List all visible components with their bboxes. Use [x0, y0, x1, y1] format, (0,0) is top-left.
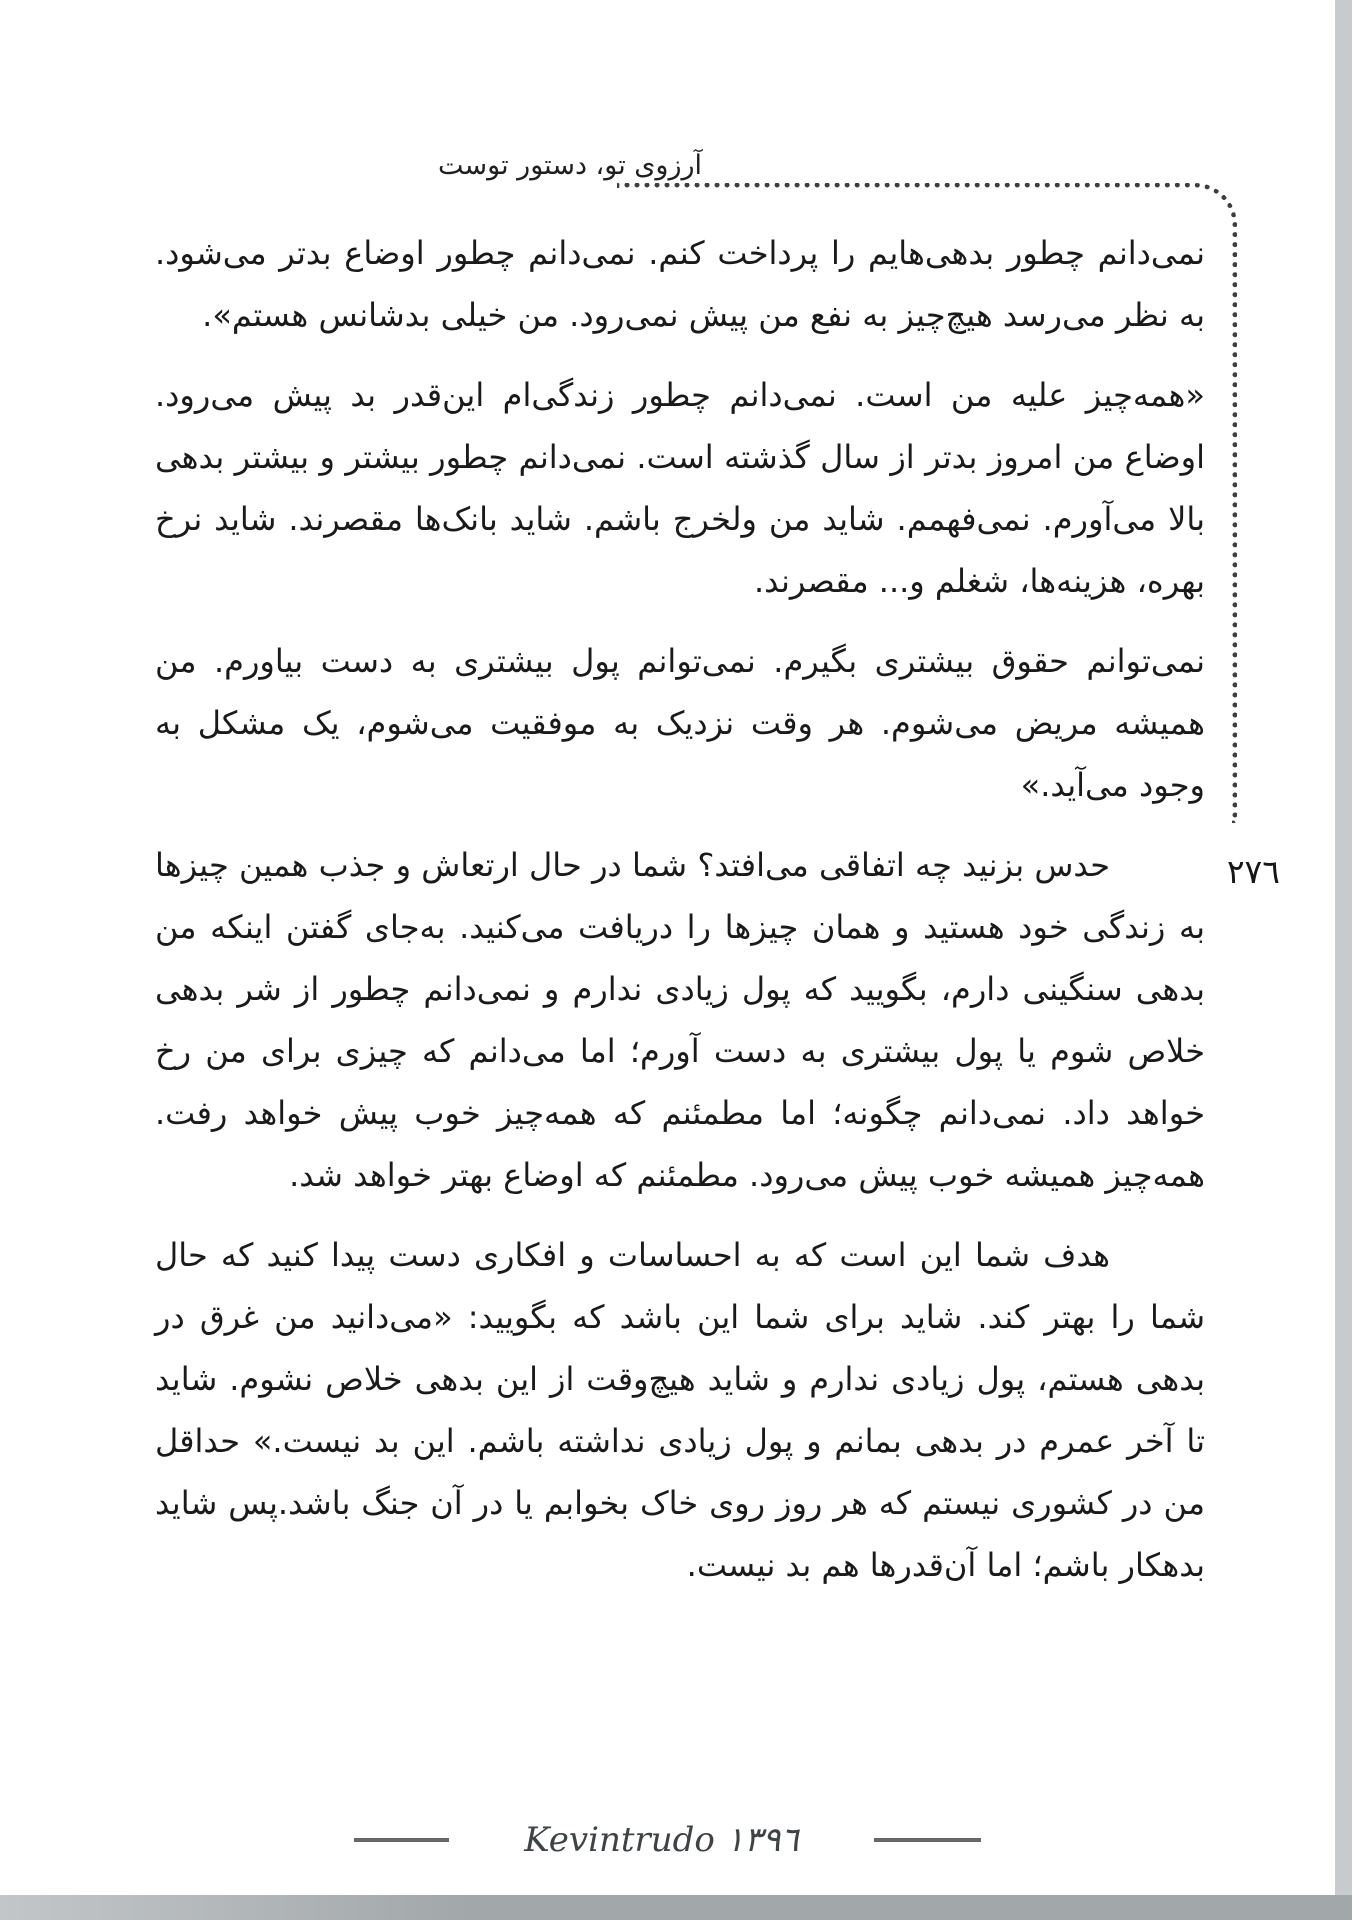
body-text [155, 222, 1205, 1614]
paragraph: «همه‌چیز علیه من است. نمی‌دانم چطور زندگی‌ام این‌قدر بد پیش می‌رود. اوضاع من امروز بدتر از سال گذشته است. نمی‌دانم چطور بیشتر و بیشتر بدهی بالا می‌آورم. نمی‌فهمم. شاید من ولخرج باشم. شاید بانک‌ها مقصرند. شاید نرخ بهره، هزینه‌ها، شغلم و... مقصرند. [155, 376, 1205, 600]
paragraph: حدس بزنید چه اتفاقی می‌افتد؟ شما در حال ارتعاش و جذب همین چیزها به زندگی خود هستید و همان چیزها را دریافت می‌کنید. به‌جای گفتن اینکه من بدهی سنگینی دارم، بگویید که پول زیادی ندارم و نمی‌دانم چطور از شر بدهی خلاص شوم یا پول بیشتری به دست آورم؛ اما می‌دانم که چیزی برای من رخ خواهد داد. نمی‌دانم چگونه؛ اما مطمئنم که همه‌چیز خوب پیش خواهد رفت. همه‌چیز همیشه خوب پیش می‌رود. مطمئنم که اوضاع بهتر خواهد شد. [155, 846, 1205, 1194]
chapter-title: آرزوی تو، دستور توست [438, 150, 703, 181]
page-footer [0, 1820, 1335, 1860]
page-number: ٢٧٦ [1226, 852, 1280, 891]
page-edge-right [1335, 0, 1352, 1920]
running-header [438, 150, 702, 181]
paragraph: نمی‌دانم چطور بدهی‌هایم را پرداخت کنم. نمی‌دانم چطور اوضاع بدتر می‌شود. به نظر می‌رسد هیچ‌چیز به نفع من پیش نمی‌رود. من خیلی بدشانس هستم». [155, 234, 1205, 334]
paragraph: نمی‌توانم حقوق بیشتری بگیرم. نمی‌توانم پول بیشتری به دست بیاورم. من همیشه مریض می‌شوم. هر وقت نزدیک به موفقیت می‌شوم، یک مشکل به وجود می‌آید.» [155, 642, 1205, 804]
footer-rule-right [874, 1838, 981, 1842]
page-edge-bottom [0, 1895, 1352, 1920]
footer-rule-left [354, 1838, 449, 1842]
footer-brand: Kevintrudo ١٣٩٦ [524, 1820, 799, 1860]
paragraph: هدف شما این است که به احساسات و افکاری دست پیدا کنید که حال شما را بهتر کند. شاید برای شما این باشد که بگویید: «می‌دانید من غرق در بدهی هستم، پول زیادی ندارم و شاید هیچ‌وقت از این بدهی خلاص نشوم. شاید تا آخر عمرم در بدهی بمانم و پول زیادی نداشته باشم. این بد نیست.» حداقل من در کشوری نیستم که هر روز روی خاک بخوابم یا در آن جنگ باشد.پس شاید بدهکار باشم؛ اما آن‌قدرها هم بد نیست. [155, 1236, 1205, 1584]
